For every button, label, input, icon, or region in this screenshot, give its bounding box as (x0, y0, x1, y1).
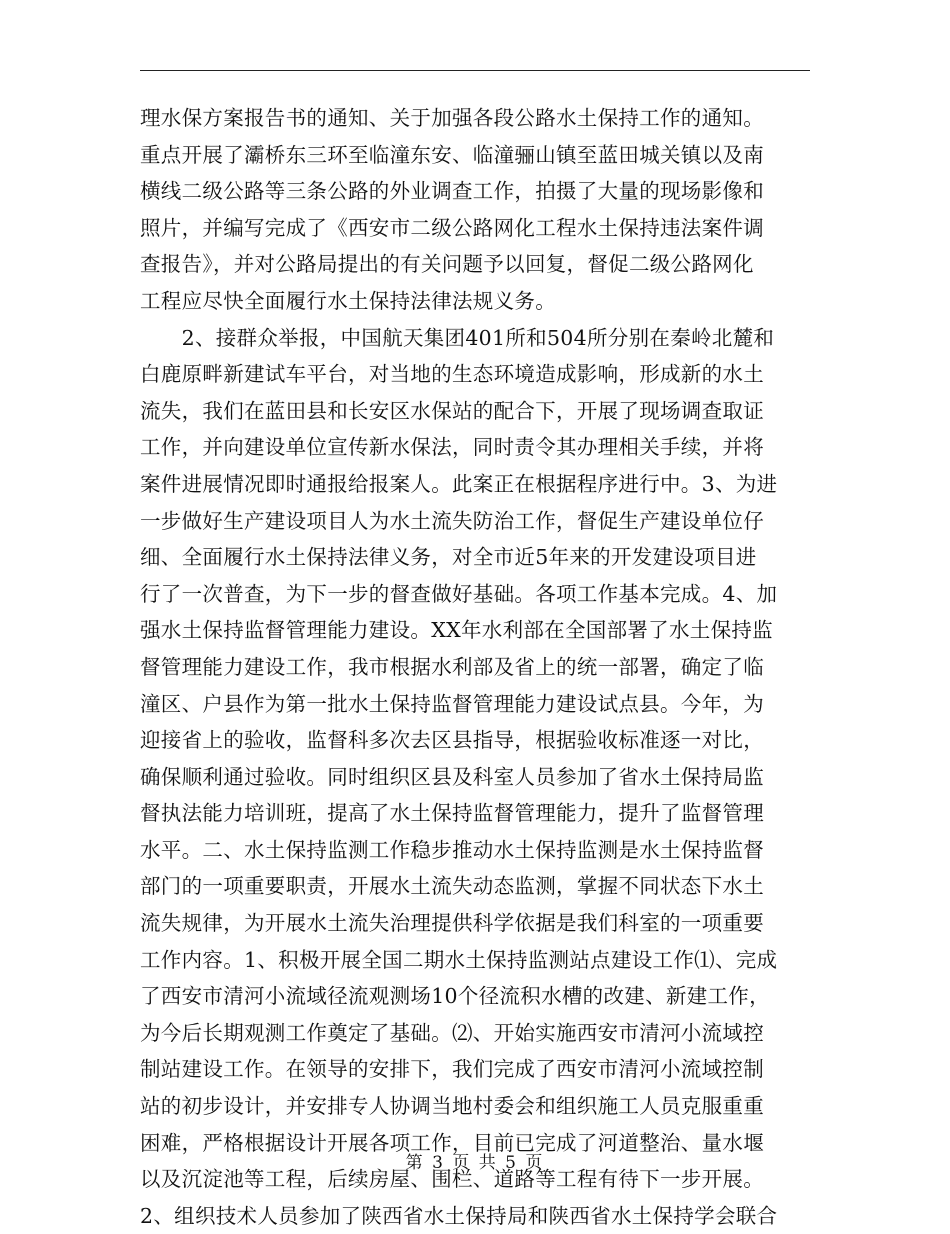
text-line: 潼区、户县作为第一批水土保持监督管理能力建设试点县。今年，为 (140, 691, 764, 716)
text-line: 查报告》，并对公路局提出的有关问题予以回复，督促二级公路网化 (140, 252, 754, 277)
text-line: 困难，严格根据设计开展各项工作，目前已完成了河道整治、量水堰 (140, 1130, 764, 1155)
page-footer: 第 3 页 共 5 页 (405, 1153, 545, 1173)
text-line: 理水保方案报告书的通知、关于加强各段公路水土保持工作的通知。 (140, 106, 764, 130)
text-line: 流失，我们在蓝田县和长安区水保站的配合下，开展了现场调查取证 (140, 398, 764, 423)
text-line: 督执法能力培训班，提高了水土保持监督管理能力，提升了监督管理 (140, 801, 764, 826)
text-line: 重点开展了灞桥东三环至临潼东安、临潼骊山镇至蓝田城关镇以及南 (140, 142, 764, 167)
text-line: 以及沉淀池等工程，后续房屋、围栏、道路等工程有待下一步开展。 (140, 1167, 764, 1192)
text-line: 细、全面履行水土保持法律义务，对全市近5年来的开发建设项目进 (140, 545, 757, 570)
text-line: 督管理能力建设工作，我市根据水利部及省上的统一部署，确定了临 (140, 654, 764, 679)
text-line: 一步做好生产建设项目人为水土流失防治工作，督促生产建设单位仔 (140, 508, 764, 533)
text-line: 工程应尽快全面履行水土保持法律法规义务。 (140, 288, 556, 313)
text-line: 行了一次普查，为下一步的督查做好基础。各项工作基本完成。4、加 (140, 581, 778, 606)
text-line: 案件进展情况即时通报给报案人。此案正在根据程序进行中。3、为进 (140, 471, 778, 496)
text-line: 制站建设工作。在领导的安排下，我们完成了西安市清河小流域控制 (140, 1057, 764, 1082)
text-line: 横线二级公路等三条公路的外业调查工作，拍摄了大量的现场影像和 (140, 179, 764, 204)
header-rule (140, 70, 810, 71)
text-line: 了西安市清河小流域径流观测场10个径流积水槽的改建、新建工作， (140, 984, 770, 1009)
text-line: 强水土保持监督管理能力建设。XX年水利部在全国部署了水土保持监 (140, 618, 773, 643)
text-line: 工作，并向建设单位宣传新水保法，同时责令其办理相关手续，并将 (140, 435, 764, 460)
text-line: 迎接省上的验收，监督科多次去区县指导，根据验收标准逐一对比， (140, 728, 764, 753)
text-line: 确保顺利通过验收。同时组织区县及科室人员参加了省水土保持局监 (140, 764, 764, 789)
body-text (140, 100, 810, 1234)
text-line: 部门的一项重要职责，开展水土流失动态监测，掌握不同状态下水土 (140, 874, 764, 899)
text-line: 工作内容。1、积极开展全国二期水土保持监测站点建设工作⑴、完成 (140, 947, 778, 972)
text-line: 白鹿原畔新建试车平台，对当地的生态环境造成影响，形成新的水土 (140, 362, 764, 387)
text-line: 照片，并编写完成了《西安市二级公路网化工程水土保持违法案件调 (140, 215, 764, 240)
text-line: 为今后长期观测工作奠定了基础。⑵、开始实施西安市清河小流域控 (140, 1020, 764, 1045)
text-line: 2、接群众举报，中国航天集团401所和504所分别在秦岭北麓和 (140, 325, 775, 350)
text-line: 流失规律，为开展水土流失治理提供科学依据是我们科室的一项重要 (140, 911, 764, 936)
text-line: 2、组织技术人员参加了陕西省水土保持局和陕西省水土保持学会联合 (140, 1203, 778, 1228)
text-line: 水平。二、水土保持监测工作稳步推动水土保持监测是水土保持监督 (140, 837, 764, 862)
text-line: 站的初步设计，并安排专人协调当地村委会和组织施工人员克服重重 (140, 1094, 764, 1119)
